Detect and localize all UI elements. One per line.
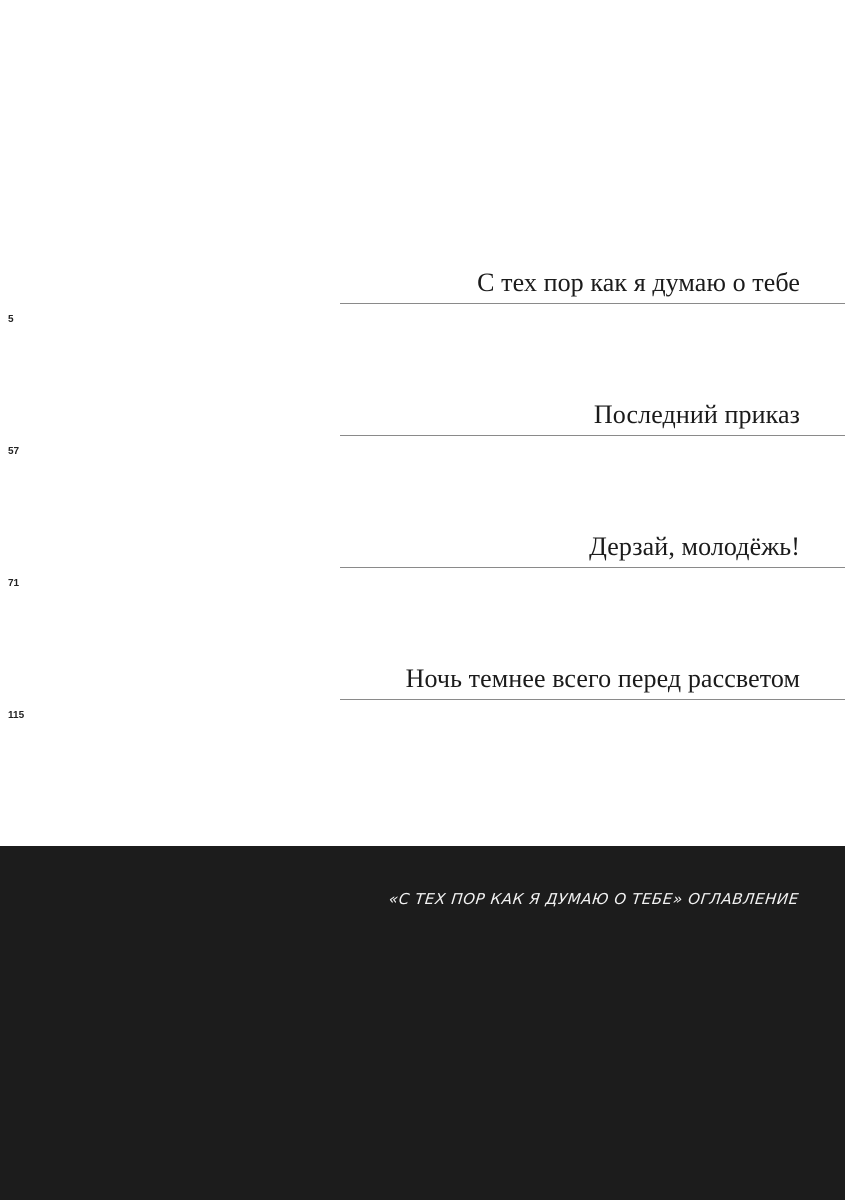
toc-divider [340,435,845,436]
footer-caption: «С ТЕХ ПОР КАК Я ДУМАЮ О ТЕБЕ» ОГЛАВЛЕНИЕ [388,890,800,908]
toc-entry-3 [340,526,845,568]
toc-entry-4 [340,658,845,700]
toc-divider [340,567,845,568]
toc-entry-title: С тех пор как я думаю о тебе [477,268,800,297]
toc-entry-page-number: 5 [8,314,14,325]
toc-divider [340,303,845,304]
toc-entry-page-number: 115 [8,710,25,721]
toc-entry-page-number: 57 [8,446,20,457]
toc-entry-page-number: 71 [8,578,20,589]
toc-entry-1 [340,262,845,304]
footer-band [0,846,845,1200]
toc-entry-2 [340,394,845,436]
toc-entry-title: Ночь темнее всего перед рассветом [405,664,800,693]
toc-entry-title: Дерзай, молодёжь! [589,532,800,561]
toc-divider [340,699,845,700]
toc-entry-title: Последний приказ [593,400,800,429]
